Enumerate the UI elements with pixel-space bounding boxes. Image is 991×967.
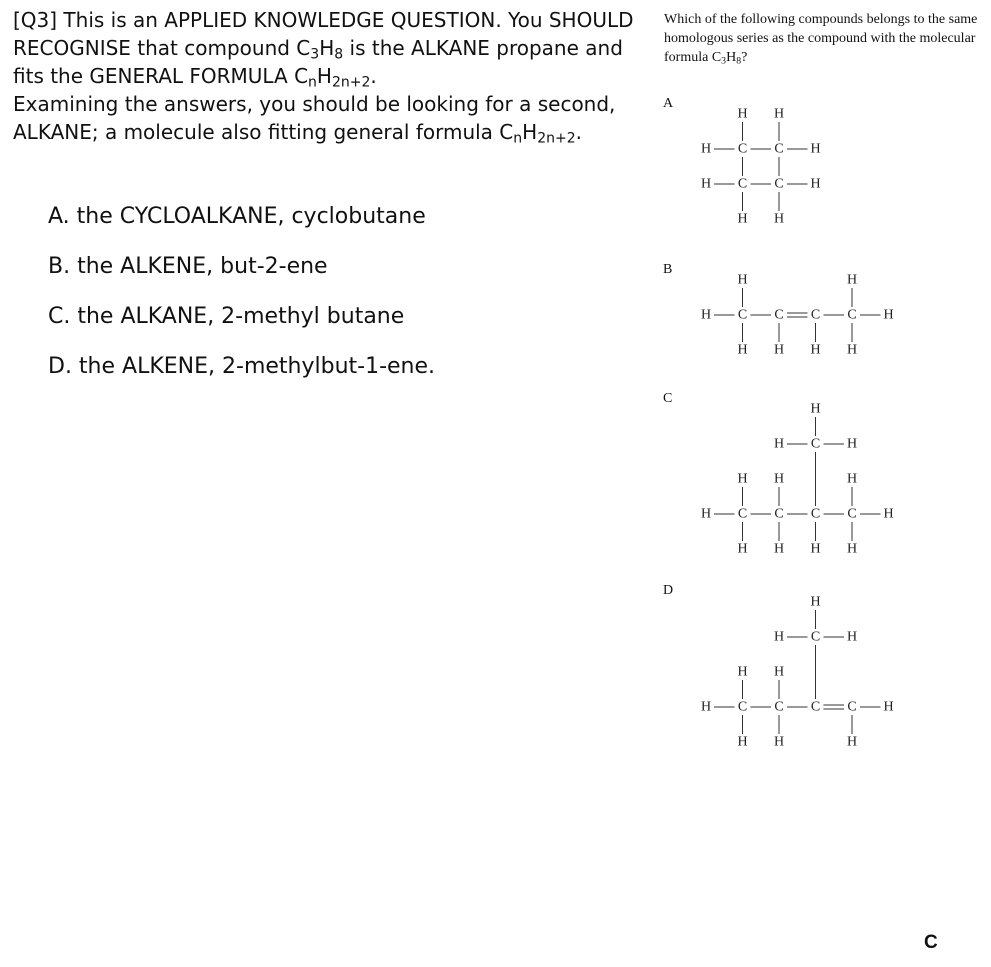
- hydrogen-atom: H: [773, 541, 785, 557]
- carbon-atom: C: [774, 699, 784, 715]
- hydrogen-atom: H: [700, 699, 712, 715]
- structure-label-b: B: [663, 262, 673, 277]
- hydrogen-atom: H: [737, 272, 748, 288]
- carbon-atom: C: [774, 506, 784, 522]
- structure-d-2-methylbut-1-ene: [690, 592, 920, 750]
- carbon-atom: C: [737, 141, 748, 157]
- hydrogen-atom: H: [810, 401, 821, 417]
- hydrogen-atom: H: [810, 342, 821, 358]
- hydrogen-atom: H: [883, 307, 894, 323]
- hydrogen-atom: H: [846, 734, 858, 750]
- carbon-atom: C: [847, 506, 857, 522]
- hydrogen-atom: H: [883, 699, 894, 715]
- hydrogen-atom: H: [773, 664, 785, 680]
- carbon-atom: C: [810, 699, 821, 715]
- hydrogen-atom: H: [810, 141, 821, 157]
- hydrogen-atom: H: [773, 471, 785, 487]
- structure-b-but-2-ene: [690, 270, 920, 360]
- carbon-atom: C: [774, 307, 784, 323]
- hydrogen-atom: H: [773, 734, 785, 750]
- hydrogen-atom: H: [883, 506, 894, 522]
- hydrogen-atom: H: [773, 436, 785, 452]
- structure-label-c: C: [663, 391, 673, 406]
- structure-label-a: A: [663, 96, 674, 111]
- hydrogen-atom: H: [737, 734, 748, 750]
- carbon-atom: C: [810, 436, 821, 452]
- explanation-paragraph: [Q3] This is an APPLIED KNOWLEDGE QUESTION. You SHOULD RECOGNISE that compound $C_3H_8$ is the ALKANE propane and fits the GENERAL FORMULA $C_nH_{2n+2}$.: [13, 8, 634, 91]
- hydrogen-atom: H: [737, 211, 748, 227]
- carbon-atom: C: [737, 506, 748, 522]
- hydrogen-atom: H: [737, 106, 748, 122]
- hydrogen-atom: H: [846, 342, 858, 358]
- hydrogen-atom: H: [737, 342, 748, 358]
- hydrogen-atom: H: [846, 272, 858, 288]
- carbon-atom: C: [737, 176, 748, 192]
- hydrogen-atom: H: [773, 106, 785, 122]
- carbon-atom: C: [774, 141, 784, 157]
- hydrogen-atom: H: [700, 141, 712, 157]
- answer-key: C: [924, 932, 938, 953]
- hydrogen-atom: H: [773, 342, 785, 358]
- option-d: D. the ALKENE, 2-methylbut-1-ene.: [48, 354, 436, 379]
- hydrogen-atom: H: [700, 176, 712, 192]
- hydrogen-atom: H: [846, 541, 858, 557]
- hydrogen-atom: H: [700, 307, 712, 323]
- hydrogen-atom: H: [737, 541, 748, 557]
- hydrogen-atom: H: [737, 471, 748, 487]
- structure-a-cyclobutane: [690, 104, 920, 227]
- hydrogen-atom: H: [810, 541, 821, 557]
- hydrogen-atom: H: [846, 629, 858, 645]
- option-a: A. the CYCLOALKANE, cyclobutane: [48, 204, 426, 229]
- answer-options-list: [48, 196, 435, 396]
- hydrogen-atom: H: [810, 176, 821, 192]
- carbon-atom: C: [737, 699, 748, 715]
- carbon-atom: C: [774, 176, 784, 192]
- hydrogen-atom: H: [846, 436, 858, 452]
- hydrogen-atom: H: [773, 629, 785, 645]
- option-c: C. the ALKANE, 2-methyl butane: [48, 304, 405, 329]
- carbon-atom: C: [810, 307, 821, 323]
- hydrogen-atom: H: [700, 506, 712, 522]
- hydrogen-atom: H: [773, 211, 785, 227]
- question-text: Which of the following compounds belongs to the same homologous series as the compound with the molecular formula $C_3H_8$?: [664, 12, 978, 67]
- structure-label-d: D: [663, 583, 674, 598]
- examining-paragraph: Examining the answers, you should be looking for a second, ALKANE; a molecule also fitting general formula $C_nH_{2n+2}$.: [13, 92, 616, 147]
- carbon-atom: C: [737, 307, 748, 323]
- carbon-atom: C: [847, 699, 857, 715]
- carbon-atom: C: [810, 629, 821, 645]
- hydrogen-atom: H: [737, 664, 748, 680]
- hydrogen-atom: H: [810, 594, 821, 610]
- option-b: B. the ALKENE, but-2-ene: [48, 254, 328, 279]
- structure-c-2-methylbutane: [690, 399, 920, 557]
- hydrogen-atom: H: [846, 471, 858, 487]
- carbon-atom: C: [810, 506, 821, 522]
- carbon-atom: C: [847, 307, 857, 323]
